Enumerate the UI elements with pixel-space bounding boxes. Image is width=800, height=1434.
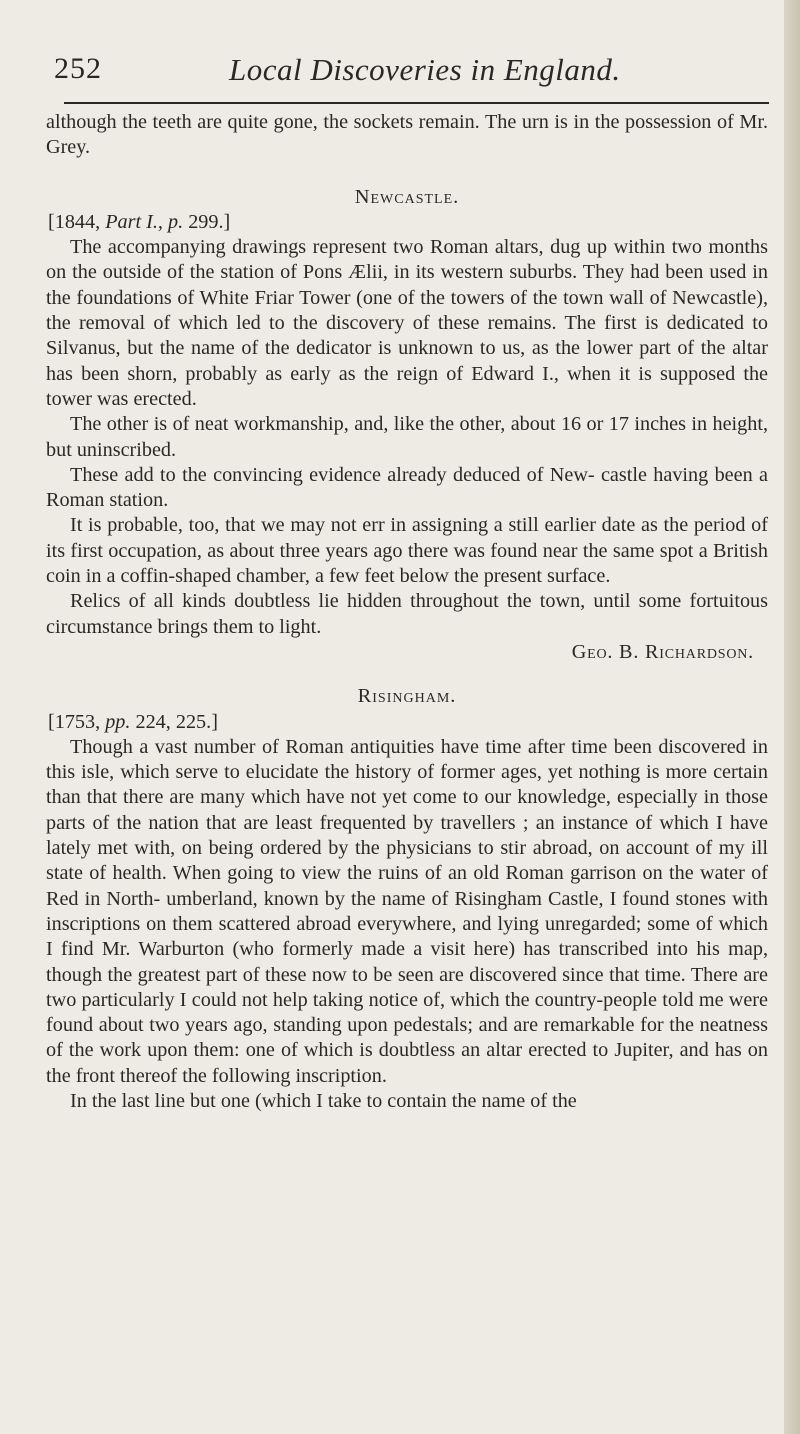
newcastle-paragraph: The other is of neat workmanship, and, like the other, about 16 or 17 inches in height, but uninscribed. <box>46 413 768 461</box>
newcastle-paragraph: It is probable, too, that we may not err in assigning a still earlier date as the period of its first occupation, as about three years ago there was found near the same spot a British coin in a coffin-shaped chamber, a few feet below the present surface. <box>46 514 768 588</box>
risingham-paragraph: In the last line but one (which I take to contain the name of the <box>70 1089 577 1112</box>
newcastle-paragraph: Relics of all kinds doubtless lie hidden throughout the town, until some fortuitous circumstance brings them to light. <box>46 590 768 638</box>
newcastle-reference: [1844, Part I., p. 299.] <box>48 210 231 233</box>
page-edge <box>784 0 800 1434</box>
page-body <box>46 110 768 1114</box>
risingham-heading: Risingham. <box>357 685 457 708</box>
page-header <box>46 52 768 100</box>
running-title: Local Discoveries in England. <box>229 52 621 87</box>
risingham-paragraph: Though a vast number of Roman antiquities have time after time been discovered in this isle, which serve to elucidate the history of former ages, yet nothing is more certain than that there are many which have not yet come to our knowledge, especially in those parts of the nation that are least frequented by travellers ; an instance of which I have lately met with, on being ordered by the physicians to stir abroad, on account of my ill state of health. When going to view the ruins of an old Roman garrison on the water of Red in North- umberland, known by the name of Risingham Castle, I found stones with inscriptions on them scattered abroad everywhere, and lying unregarded; some of which I find Mr. Warburton (who formerly made a visit here) has transcribed into his map, though the greatest part of these now to be seen are discovered since that time. There are two particularly I could not help taking notice of, which the country-people told me were found about two years ago, standing upon pedestals; and are remarkable for the neatness of the work upon them: one of which is doubtless an altar erected to Jupiter, and has on the front thereof the following inscription. <box>46 735 768 1087</box>
opening-paragraph: although the teeth are quite gone, the sockets remain. The urn is in the possession of Mr. Grey. <box>46 111 768 159</box>
newcastle-heading: Newcastle. <box>354 185 460 208</box>
newcastle-paragraph: The accompanying drawings represent two Roman altars, dug up within two months on the outside of the station of Pons Ælii, in its western suburbs. They had been used in the foundations of White Friar Tower (one of the towers of the town wall of Newcastle), the removal of which led to the discovery of these remains. The first is dedicated to Silvanus, but the name of the dedicator is unknown to us, as the lower part of the altar has been shorn, probably as early as the reign of Edward I., when it is supposed the tower was erected. <box>46 236 768 410</box>
header-rule <box>64 102 769 104</box>
signature: Geo. B. Richardson. <box>571 640 754 663</box>
newcastle-paragraph: These add to the convincing evidence already deduced of New- castle having been a Roman station. <box>46 463 768 512</box>
page-number: 252 <box>54 52 102 85</box>
risingham-reference: [1753, pp. 224, 225.] <box>48 710 218 733</box>
